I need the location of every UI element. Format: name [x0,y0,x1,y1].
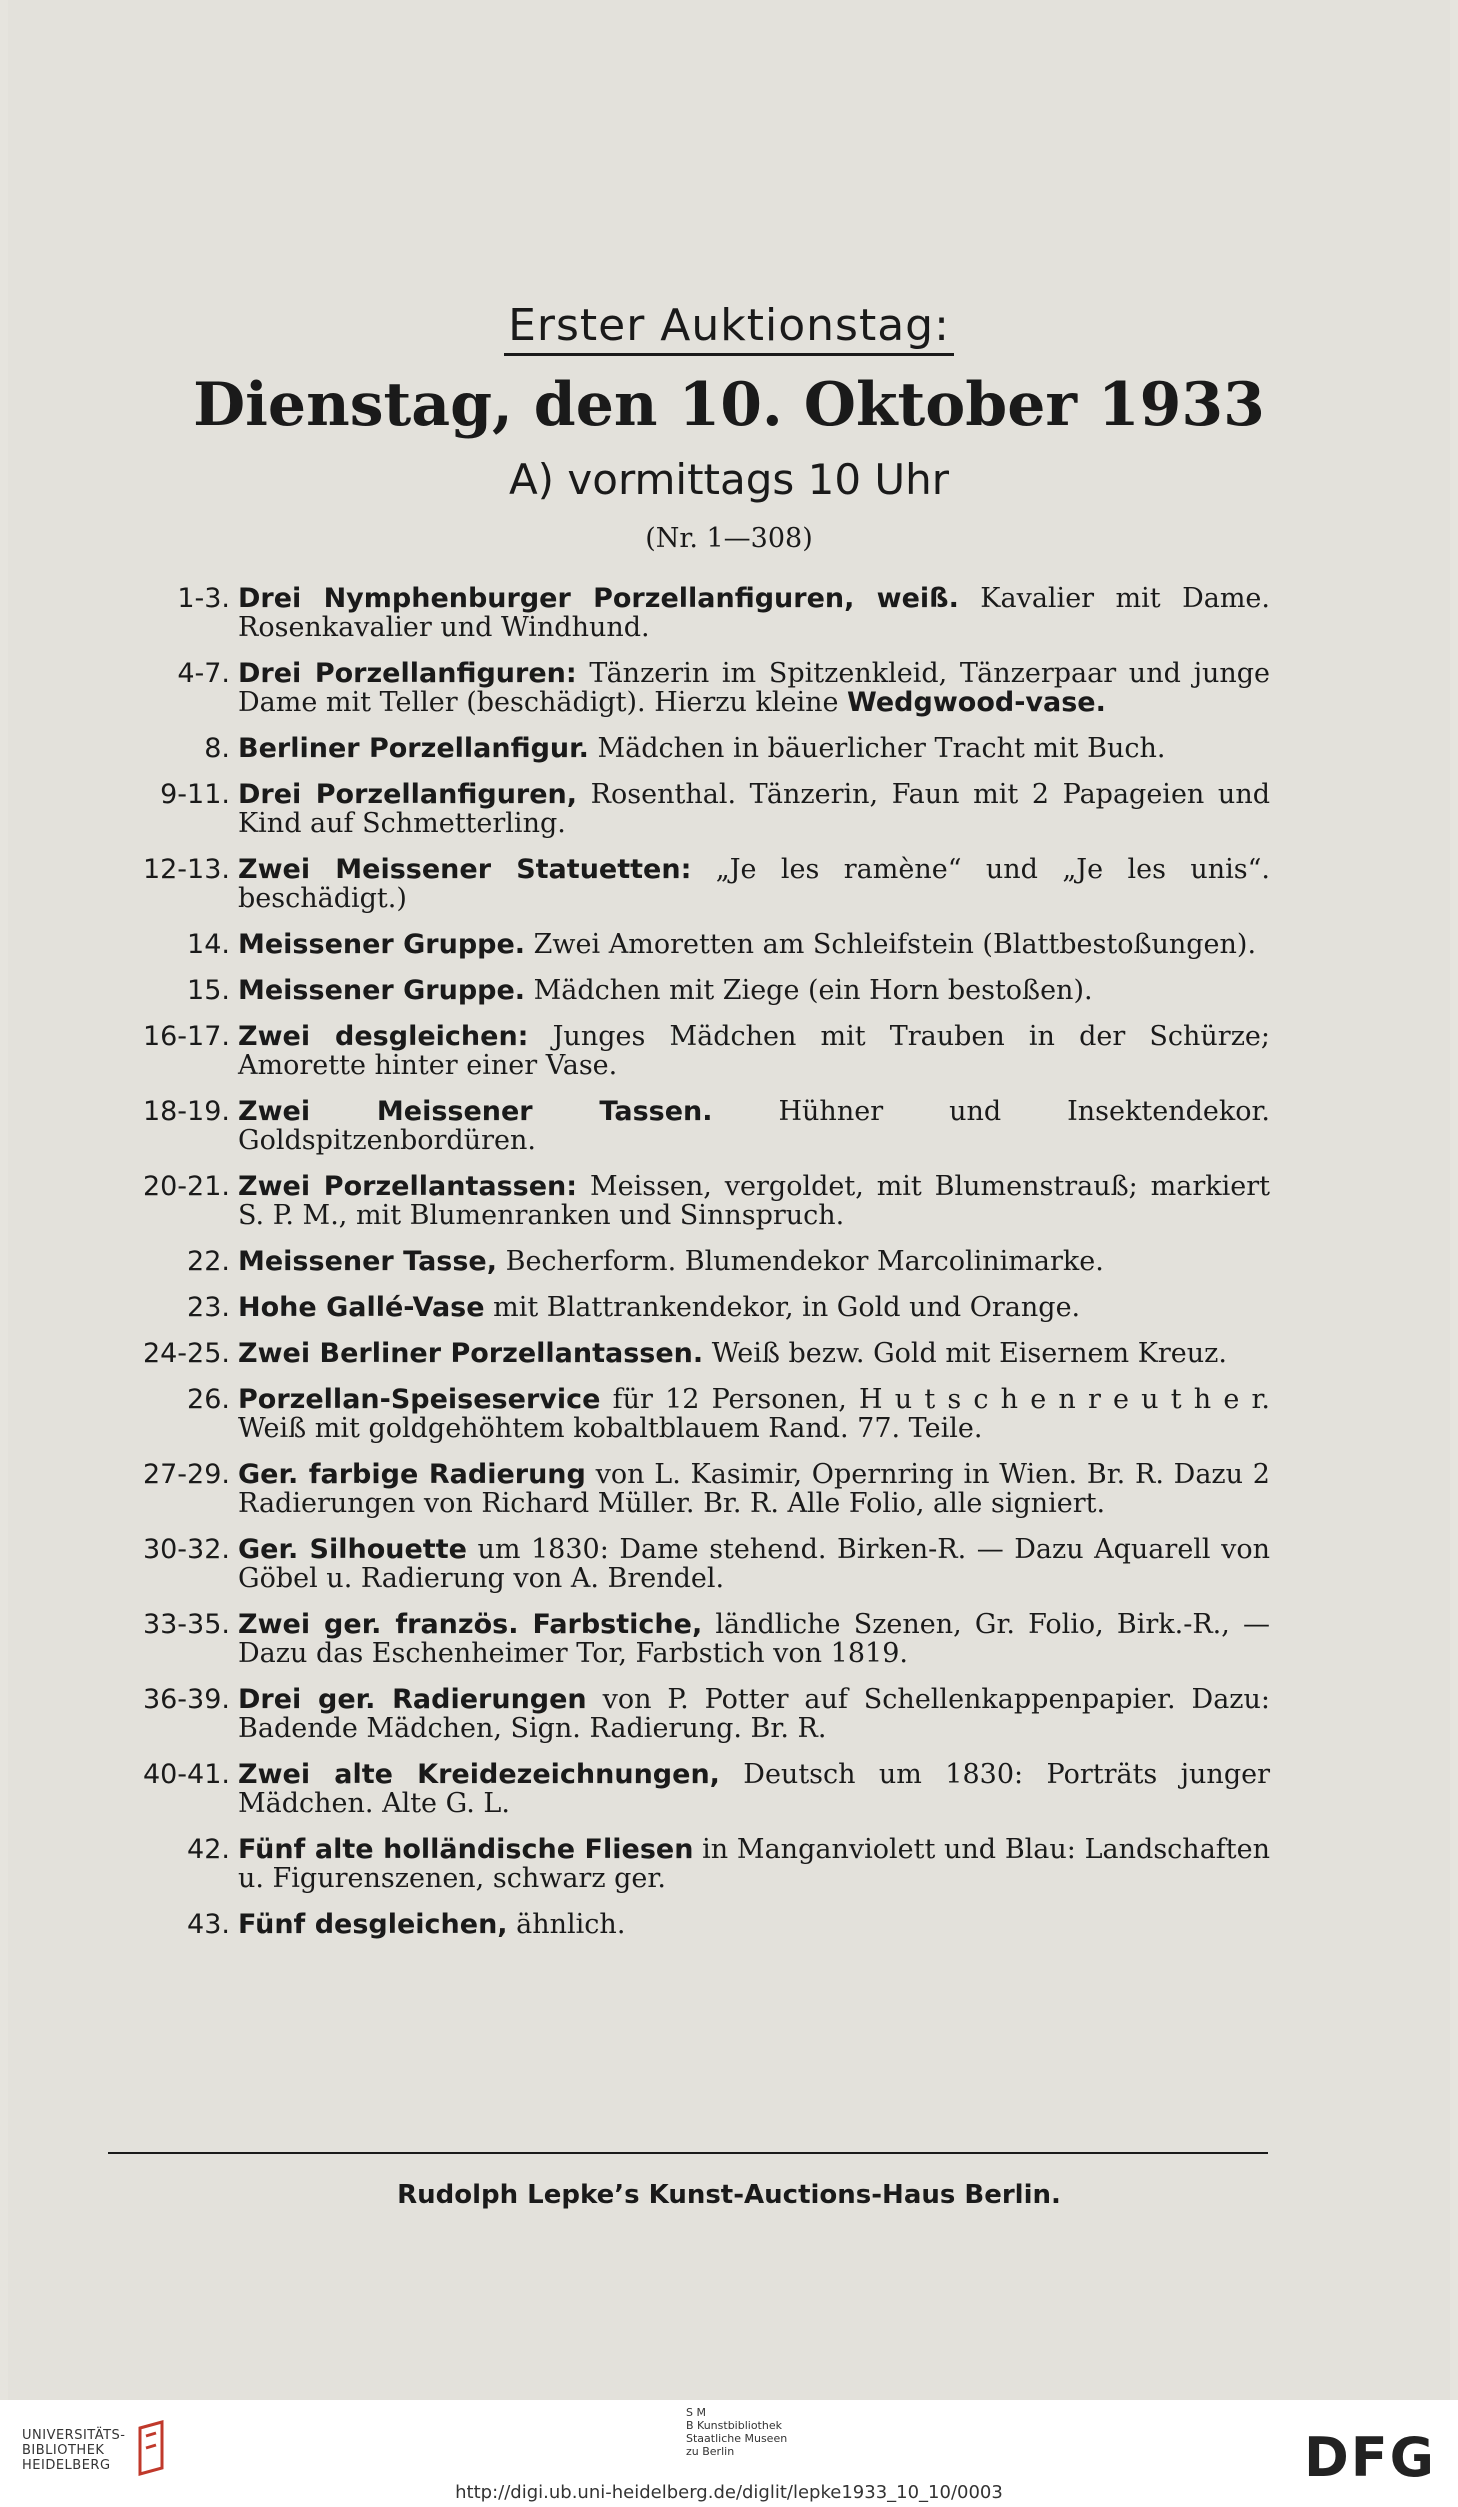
lot-description [238,930,1270,959]
lot-description [238,855,1270,913]
lot-entry [130,1835,1270,1893]
lot-entry [130,1535,1270,1593]
lot-text: um 1830: Dame stehend. Birken-R. — Dazu Aquarell von Göbel u. Radierung von A. Brendel. [238,1534,1270,1594]
lot-text: ländliche Szenen, Gr. Folio, Birk.-R., — Dazu das Eschenheimer Tor, Farbstich von 1819. [238,1609,1271,1669]
lot-description [238,1535,1270,1593]
lot-title: Zwei Porzellantassen: [238,1171,578,1202]
lot-number: 42. [187,1834,230,1865]
lot-entry [130,659,1270,717]
uni-logo-line: UNIVERSITÄTS- [22,2428,126,2443]
lot-description [238,584,1270,642]
lot-title: Meissener Tasse, [238,1246,498,1277]
lot-description [238,1835,1270,1893]
lot-title: Ger. Silhouette [238,1534,467,1565]
lot-entry [130,1760,1270,1818]
lot-text: „Je les ramène“ und „Je les unis“. beschädigt.) [238,854,1270,914]
lot-entry [130,1460,1270,1518]
lot-description [238,1910,1270,1939]
lot-title: Zwei alte Kreidezeichnungen, [238,1759,720,1790]
lot-title: Meissener Gruppe. [238,929,526,960]
uni-logo-line: BIBLIOTHEK [22,2443,105,2458]
lot-description [238,1293,1270,1322]
lot-text: Hühner und Insektendekor. Goldspitzenbordüren. [238,1096,1270,1156]
lot-description [238,1097,1270,1155]
lot-text: mit Blattrankendekor, in Gold und Orange. [484,1292,1081,1323]
lot-entry [130,1610,1270,1668]
lot-text: ähnlich. [507,1909,626,1940]
lot-title: Drei Porzellanfiguren: [238,658,577,689]
lot-description [238,1247,1270,1276]
session-heading: A) vormittags 10 Uhr [508,455,950,504]
lot-number: 9-11. [160,779,230,810]
museum-logo[interactable] [686,2406,787,2458]
lot-title: Fünf alte holländische Fliesen [238,1834,694,1865]
lot-title: Porzellan-Speiseservice [238,1384,601,1415]
lot-entry [130,734,1270,763]
lot-title: Meissener Gruppe. [238,975,526,1006]
lot-text: von P. Potter auf Schellenkappenpapier. Dazu: Badende Mädchen, Sign. Radierung. Br. R. [238,1684,1270,1744]
lot-description [238,780,1270,838]
lot-title: Drei ger. Radierungen [238,1684,587,1715]
university-library-logo[interactable] [22,2428,126,2473]
lot-entry [130,780,1270,838]
lot-text: von L. Kasimir, Opernring in Wien. Br. R. Dazu 2 Radierungen von Richard Müller. Br. R. Alle Folio, alle signiert. [238,1459,1270,1519]
lot-description [238,1022,1270,1080]
auction-day-label: Erster Auktionstag: [504,300,954,356]
lot-text: Becherform. Blumendekor Marcolinimarke. [497,1246,1104,1277]
lot-description [238,659,1270,717]
lot-description [238,1610,1270,1668]
lot-text: Kavalier mit Dame. Rosenkavalier und Windhund. [238,583,1270,643]
lot-number: 40-41. [142,1759,230,1790]
lot-number: 36-39. [142,1684,230,1715]
lot-number: 20-21. [142,1171,230,1202]
lot-title: Drei Nymphenburger Porzellanfiguren, weiß. [238,583,959,614]
dfg-logo[interactable]: DFG [1303,2426,1436,2489]
lot-entry [130,1385,1270,1443]
lot-description [238,1760,1270,1818]
lot-text: Tänzerin im Spitzenkleid, Tänzerpaar und junge Dame mit Teller (beschädigt). Hierzu kleine [238,658,1270,718]
sm-line: Staatliche Museen [686,2432,788,2445]
lot-number: 4-7. [177,658,230,689]
lot-title: Hohe Gallé-Vase [238,1292,485,1323]
lot-description [238,1172,1270,1230]
lot-entry [130,855,1270,913]
lot-number: 1-3. [177,583,230,614]
lot-title: Drei Porzellanfiguren, [238,779,578,810]
lot-title: Fünf desgleichen, [238,1909,508,1940]
lot-number: 15. [187,975,230,1006]
lot-text: Junges Mädchen mit Trauben in der Schürze; Amorette hinter einer Vase. [238,1021,1270,1081]
lot-number: 24-25. [142,1338,230,1369]
lot-entry [130,1097,1270,1155]
lot-number: 33-35. [142,1609,230,1640]
lot-entry [130,1685,1270,1743]
digitization-footer [0,2400,1458,2507]
lot-list [130,584,1270,1956]
lot-title: Zwei desgleichen: [238,1021,529,1052]
lot-text: Meissen, vergoldet, mit Blumenstrauß; markiert S. P. M., mit Blumenranken und Sinnspruch. [238,1171,1270,1231]
lot-title: Zwei Meissener Statuetten: [238,854,692,885]
lot-text: Rosenthal. Tänzerin, Faun mit 2 Papageien und Kind auf Schmetterling. [238,779,1270,839]
publisher-line: Rudolph Lepke’s Kunst-Auctions-Haus Berlin. [397,2180,1061,2210]
lot-number: 18-19. [142,1096,230,1127]
auction-day-heading [0,300,1458,351]
sm-line: zu Berlin [686,2445,735,2458]
heidelberg-icon [132,2418,172,2478]
lot-description [238,976,1270,1005]
sm-line: B Kunstbibliothek [686,2419,782,2432]
lot-range: (Nr. 1—308) [645,523,813,554]
divider [108,2152,1268,2154]
lot-title: Berliner Porzellanfigur. [238,733,589,764]
permalink-url[interactable]: http://digi.ub.uni-heidelberg.de/diglit/lepke1933_10_10/0003 [455,2482,1003,2503]
lot-number: 22. [187,1246,230,1277]
lot-title: Zwei Meissener Tassen. [238,1096,713,1127]
lot-description [238,734,1270,763]
lot-number: 14. [187,929,230,960]
lot-number: 43. [187,1909,230,1940]
lot-number: 16-17. [142,1021,230,1052]
lot-entry [130,1022,1270,1080]
lot-description [238,1385,1270,1443]
lot-number: 23. [187,1292,230,1323]
lot-text: Mädchen mit Ziege (ein Horn bestoßen). [525,975,1093,1006]
lot-text: in Manganviolett und Blau: Landschaften u. Figurenszenen, schwarz ger. [238,1834,1271,1894]
lot-text: Deutsch um 1830: Porträts junger Mädchen. Alte G. L. [238,1759,1270,1819]
lot-number: 27-29. [142,1459,230,1490]
uni-logo-line: HEIDELBERG [22,2458,111,2473]
lot-entry [130,1339,1270,1368]
lot-entry [130,1247,1270,1276]
lot-entry [130,584,1270,642]
date-heading: Dienstag, den 10. Oktober 1933 [193,370,1265,440]
lot-title-secondary: Wedgwood-vase. [847,687,1106,718]
lot-entry [130,976,1270,1005]
sm-line: S M [686,2406,706,2419]
lot-text: Mädchen in bäuerlicher Tracht mit Buch. [588,733,1166,764]
lot-entry [130,1293,1270,1322]
lot-text: für 12 Personen, H u t s c h e n r e u t h e r. Weiß mit goldgehöhtem kobaltblauem Rand. 77. Teile. [238,1384,1270,1444]
lot-entry [130,1910,1270,1939]
lot-description [238,1339,1270,1368]
lot-title: Zwei Berliner Porzellantassen. [238,1338,704,1369]
lot-number: 12-13. [142,854,230,885]
lot-description [238,1685,1270,1743]
lot-number: 30-32. [142,1534,230,1565]
lot-title: Zwei ger. französ. Farbstiche, [238,1609,703,1640]
lot-title: Ger. farbige Radierung [238,1459,586,1490]
lot-text: Zwei Amoretten am Schleifstein (Blattbestoßungen). [525,929,1257,960]
lot-number: 26. [187,1384,230,1415]
lot-description [238,1460,1270,1518]
lot-entry [130,1172,1270,1230]
lot-number: 8. [204,733,230,764]
lot-text: Weiß bezw. Gold mit Eisernem Kreuz. [703,1338,1227,1369]
lot-entry [130,930,1270,959]
